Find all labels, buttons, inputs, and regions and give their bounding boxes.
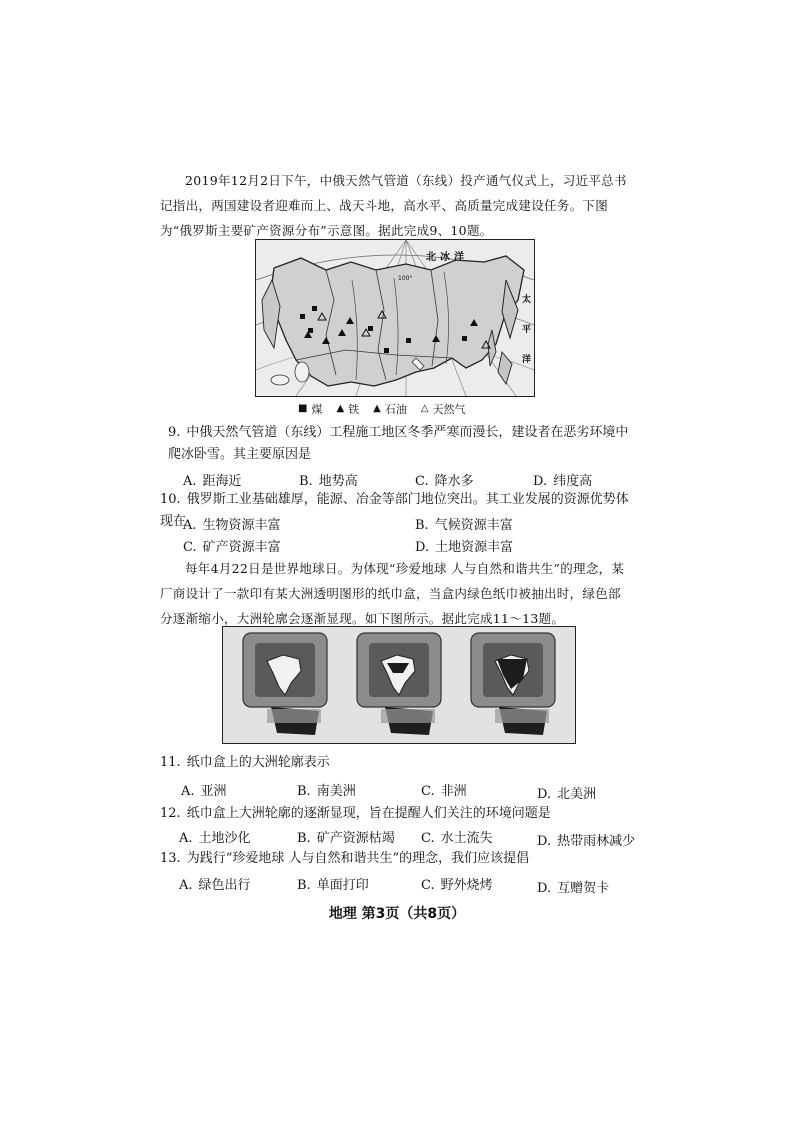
q10-option-b[interactable]: B. 气候资源丰富: [415, 518, 513, 533]
question-12-number: 12.: [160, 806, 181, 821]
question-9: [168, 422, 638, 466]
question-10-number: 10.: [160, 492, 181, 507]
question-12-stem: 纸巾盒上大洲轮廓的逐渐显现，旨在提醒人们关注的环境问题是: [186, 806, 551, 821]
coal-square-icon: ■: [298, 403, 308, 414]
map-ocean-pacific-label-3: 洋: [522, 355, 532, 365]
map-ocean-pacific-label-2: 平: [522, 325, 532, 335]
question-13-stem: 为践行“珍爱地球 人与自然和谐共生”的理念，我们应该提倡: [186, 851, 530, 866]
question-11-number: 11.: [160, 755, 181, 770]
legend-item-coal: [298, 401, 322, 417]
russia-map-svg: [256, 240, 534, 396]
map-legend: [298, 401, 518, 417]
question-13: [160, 848, 630, 870]
q12-option-b[interactable]: B. 矿产资源枯竭: [297, 831, 395, 846]
intro-paragraph-9-10: 2019年12月2日下午，中俄天然气管道（东线）投产通气仪式上，习近平总书记指出，两国建设者迎难而上、战天斗地，高水平、高质量完成建设任务。下图为“俄罗斯主要矿产资源分布”示意图。据此完成9、10题。: [160, 173, 627, 238]
q12-option-d[interactable]: D. 热带雨林减少: [537, 834, 636, 849]
map-ocean-pacific-label-1: 太: [522, 295, 532, 305]
oil-triangle-icon: ▲: [373, 403, 381, 414]
intro-paragraph-11-13: 每年4月22日是世界地球日。为体现“珍爱地球 人与自然和谐共生”的理念，某厂商设计了一款印有某大洲透明图形的纸巾盒，当盒内绿色纸巾被抽出时，绿色部分逐渐缩小，大洲轮廓会逐渐显现。如下图所示。据此完成11～13题。: [160, 561, 625, 626]
q13-option-b[interactable]: B. 单面打印: [297, 878, 369, 893]
legend-item-oil: [373, 401, 407, 417]
legend-item-iron: [336, 401, 359, 417]
question-13-number: 13.: [160, 851, 181, 866]
q10-option-d[interactable]: D. 土地资源丰富: [415, 540, 514, 555]
question-11-stem: 纸巾盒上的大洲轮廓表示: [186, 755, 330, 770]
q10-option-c[interactable]: C. 矿产资源丰富: [183, 540, 281, 555]
q11-option-c[interactable]: C. 非洲: [421, 784, 467, 799]
q10-option-a[interactable]: A. 生物资源丰富: [183, 518, 281, 533]
legend-label-iron: 铁: [348, 403, 360, 416]
legend-label-oil: 石油: [384, 403, 407, 416]
q9-option-b[interactable]: B. 地势高: [299, 474, 358, 489]
question-11: [160, 752, 630, 774]
q9-option-d[interactable]: D. 纬度高: [533, 474, 593, 489]
russia-mineral-map: [255, 239, 535, 397]
map-ocean-north-label: 北冰洋: [426, 252, 468, 263]
page-footer: 地理 第3页（共8页）: [328, 906, 466, 922]
map-longitude-label: 100°: [398, 275, 413, 282]
legend-label-coal: 煤: [311, 403, 323, 416]
question-12: [160, 803, 630, 825]
tissue-box-svg: [223, 627, 575, 743]
q13-option-c[interactable]: C. 野外烧烤: [421, 878, 493, 893]
gas-triangle-icon: △: [420, 403, 429, 414]
q11-option-b[interactable]: B. 南美洲: [297, 784, 356, 799]
question-9-number: 9.: [168, 425, 181, 440]
legend-item-gas: [421, 401, 466, 417]
q11-option-a[interactable]: A. 亚洲: [181, 784, 227, 799]
q11-option-d[interactable]: D. 北美洲: [537, 787, 597, 802]
q12-option-c[interactable]: C. 水土流失: [421, 831, 493, 846]
iron-triangle-icon: ▲: [336, 403, 345, 414]
q12-option-a[interactable]: A. 土地沙化: [179, 831, 251, 846]
question-10-stem: 俄罗斯工业基础雄厚，能源、冶金等部门地位突出。其工业发展的资源优势体现在: [160, 492, 629, 529]
q9-option-a[interactable]: A. 距海近: [183, 474, 242, 489]
q13-option-d[interactable]: D. 互赠贺卡: [537, 881, 610, 896]
q9-option-c[interactable]: C. 降水多: [415, 474, 474, 489]
question-9-stem: 中俄天然气管道（东线）工程施工地区冬季严寒而漫长，建设者在恶劣环境中爬冰卧雪。其主要原因是: [168, 425, 629, 462]
q13-option-a[interactable]: A. 绿色出行: [179, 878, 251, 893]
legend-label-gas: 天然气: [432, 403, 466, 416]
tissue-box-photo: [222, 626, 576, 744]
